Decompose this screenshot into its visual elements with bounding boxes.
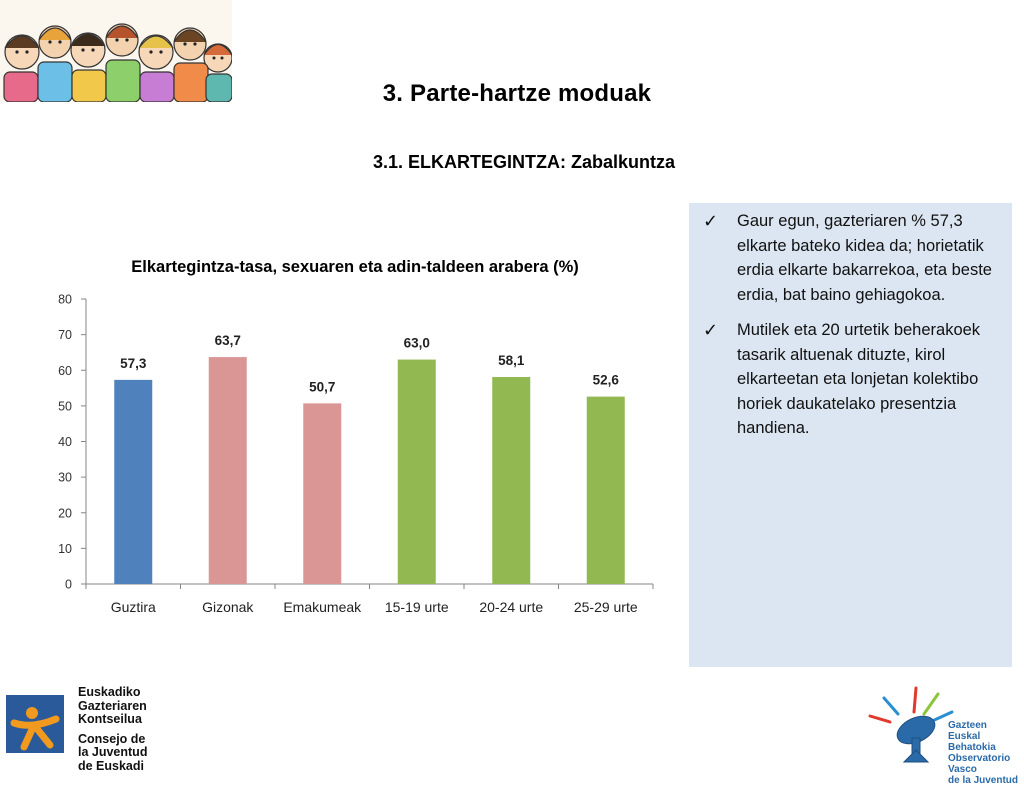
x-tick-label: 25-29 urte [573, 599, 638, 615]
x-tick-label: Emakumeak [283, 599, 362, 615]
y-tick-label: 70 [58, 328, 72, 343]
x-tick-label: 15-19 urte [384, 599, 449, 615]
y-tick-label: 20 [58, 506, 72, 521]
x-tick-label: Guztira [110, 599, 156, 615]
x-axis [86, 584, 653, 615]
y-tick-label: 10 [58, 541, 72, 556]
x-tick-label: 20-24 urte [479, 599, 544, 615]
y-axis [58, 293, 86, 592]
logo-text-line: la Juventud [78, 745, 148, 759]
bullet-text: Gaur egun, gazteriaren % 57,3 elkarte bateko kidea da; horietatik erdia elkarte bakarrekoa, eta beste erdia, bat baino gehiagokoa. [737, 212, 992, 304]
bullet-item [699, 209, 1002, 307]
page-title: 3. Parte-hartze moduak [382, 80, 652, 107]
logo-text-line: Consejo de [78, 731, 146, 746]
y-tick-label: 60 [58, 363, 72, 378]
y-tick-label: 0 [65, 577, 72, 592]
checkmark-icon: ✓ [703, 211, 719, 231]
logo-text-line: Gazteen [948, 720, 987, 731]
data-label: 58,1 [498, 353, 525, 369]
data-labels [120, 333, 619, 394]
info-box [689, 203, 1012, 667]
bar [587, 397, 625, 584]
logo-text-line: de Euskadi [78, 758, 144, 773]
bar [492, 377, 530, 584]
data-label: 57,3 [120, 355, 147, 371]
logo-text-line: Euskadiko [78, 685, 141, 699]
bar-chart [40, 284, 670, 624]
bar [303, 403, 341, 584]
data-label: 63,7 [214, 333, 241, 349]
consejo-juventud-logo-text [78, 686, 147, 779]
logo-text-line: Euskal Behatokia [948, 731, 996, 753]
bullet-item [699, 318, 1002, 441]
y-tick-label: 40 [58, 435, 72, 449]
chart-title: Elkartegintza-tasa, sexuaren eta adin-taldeen arabera (%) [131, 258, 579, 276]
y-tick-label: 50 [58, 399, 72, 414]
x-tick-label: Gizonak [202, 599, 254, 615]
data-label: 63,0 [403, 335, 430, 351]
bar [209, 357, 247, 584]
data-label: 50,7 [309, 379, 336, 395]
y-tick-label: 80 [58, 292, 72, 307]
logo-text-line: Kontseilua [78, 712, 142, 726]
y-tick-label: 30 [58, 470, 72, 485]
observatorio-juventud-logo-icon [864, 684, 954, 766]
checkmark-icon: ✓ [703, 320, 719, 340]
logo-text-line: Gazteriaren [78, 698, 147, 713]
bars [114, 357, 625, 584]
data-label: 52,6 [592, 372, 619, 388]
logo-text-line: Observatorio Vasco [948, 753, 1011, 775]
bullet-text: Mutilek eta 20 urtetik beherakoek tasarik altuenak dituzte, kirol elkarteetan eta lonjetan kolektibo horiek daukatelako presentzia handiena. [737, 321, 981, 437]
logo-text-line: de la Juventud [948, 775, 1019, 786]
bar [398, 360, 436, 584]
bar [114, 380, 152, 584]
section-title: 3.1. ELKARTEGINTZA: Zabalkuntza [372, 152, 676, 172]
observatorio-juventud-logo-text [948, 720, 1024, 786]
